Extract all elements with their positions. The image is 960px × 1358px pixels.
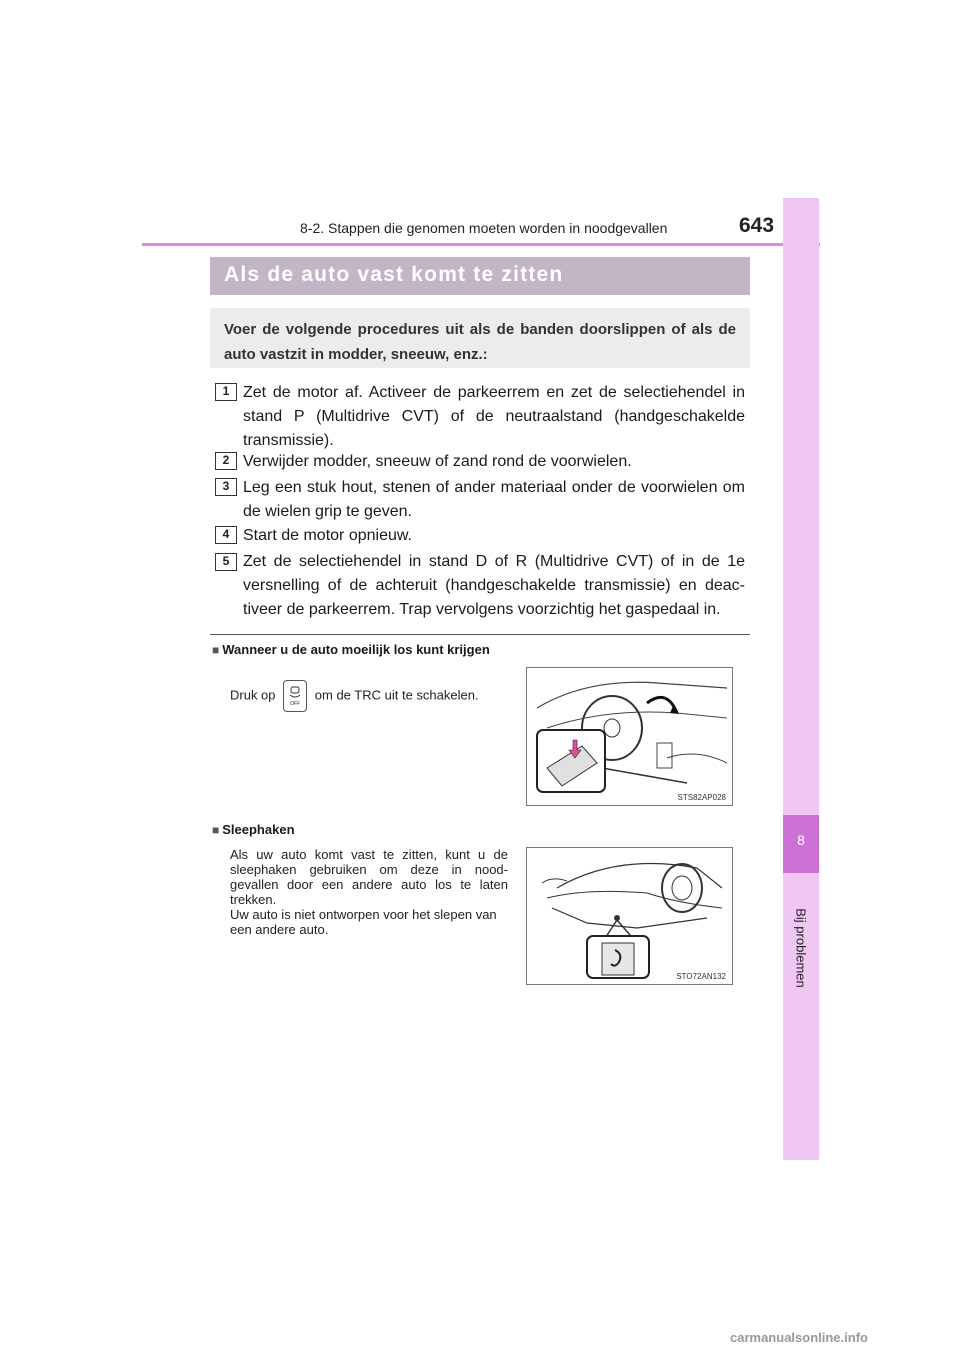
dashboard-illustration	[527, 668, 732, 805]
step-number: 2	[215, 452, 237, 470]
header-rule	[142, 243, 820, 246]
trc-instruction: Druk op OFF om de TRC uit te schakelen.	[230, 680, 520, 712]
section-header: 8-2. Stappen die genomen moeten worden in noodgevallen	[300, 220, 668, 236]
svg-text:OFF: OFF	[290, 701, 301, 707]
page-number: 643	[739, 214, 775, 237]
step-text: Zet de selectiehendel in stand D of R (Multidrive CVT) of in de 1e versnelling of de achteruit (handgeschakelde transmissie) en deac-tiveer de parkeerrem. Trap vervolgens voorzichtig het gaspedaal in.	[243, 553, 745, 618]
chapter-label: Bij problemen	[793, 908, 809, 988]
section-title-bar	[210, 257, 750, 295]
intro-box: Voer de volgende procedures uit als de banden doorslippen of als de auto vastzit in modder, sneeuw, enz.:	[210, 308, 750, 368]
towing-text: Als uw auto komt vast te zitten, kunt u de sleephaken gebruiken om deze in nood-gevallen door een andere auto los te laten trekken.	[230, 847, 508, 907]
towing-figure	[526, 847, 733, 985]
trc-heading: ■ Wanneer u de auto moeilijk los kunt krijgen	[212, 642, 490, 657]
figure-code: STS82AP028	[677, 793, 726, 802]
step-number: 1	[215, 383, 237, 401]
step-number: 4	[215, 526, 237, 544]
step-number: 3	[215, 478, 237, 496]
towing-heading: ■ Sleephaken	[212, 822, 295, 837]
towing-text-2: Uw auto is niet ontworpen voor het slepen van een andere auto.	[230, 907, 497, 937]
trc-off-button-icon	[283, 680, 307, 712]
section-divider	[210, 634, 750, 635]
footer-watermark: carmanualsonline.info	[730, 1330, 868, 1345]
step-text: Leg een stuk hout, stenen of ander materiaal onder de voorwielen om de wielen grip te geven.	[243, 479, 745, 520]
trc-figure	[526, 667, 733, 806]
chapter-number: 8	[797, 832, 805, 848]
step-text: Start de motor opnieuw.	[243, 527, 412, 544]
tow-hook-illustration	[527, 848, 732, 984]
step-text: Verwijder modder, sneeuw of zand rond de voorwielen.	[243, 453, 632, 470]
figure-code: STO72AN132	[676, 972, 726, 981]
step-text: Zet de motor af. Activeer de parkeerrem en zet de selectiehendel in stand P (Multidrive CVT) of de neutraalstand (handgeschakelde transmissie).	[243, 384, 745, 449]
section-title: Als de auto vast komt te zitten	[224, 263, 564, 286]
step-number: 5	[215, 553, 237, 571]
